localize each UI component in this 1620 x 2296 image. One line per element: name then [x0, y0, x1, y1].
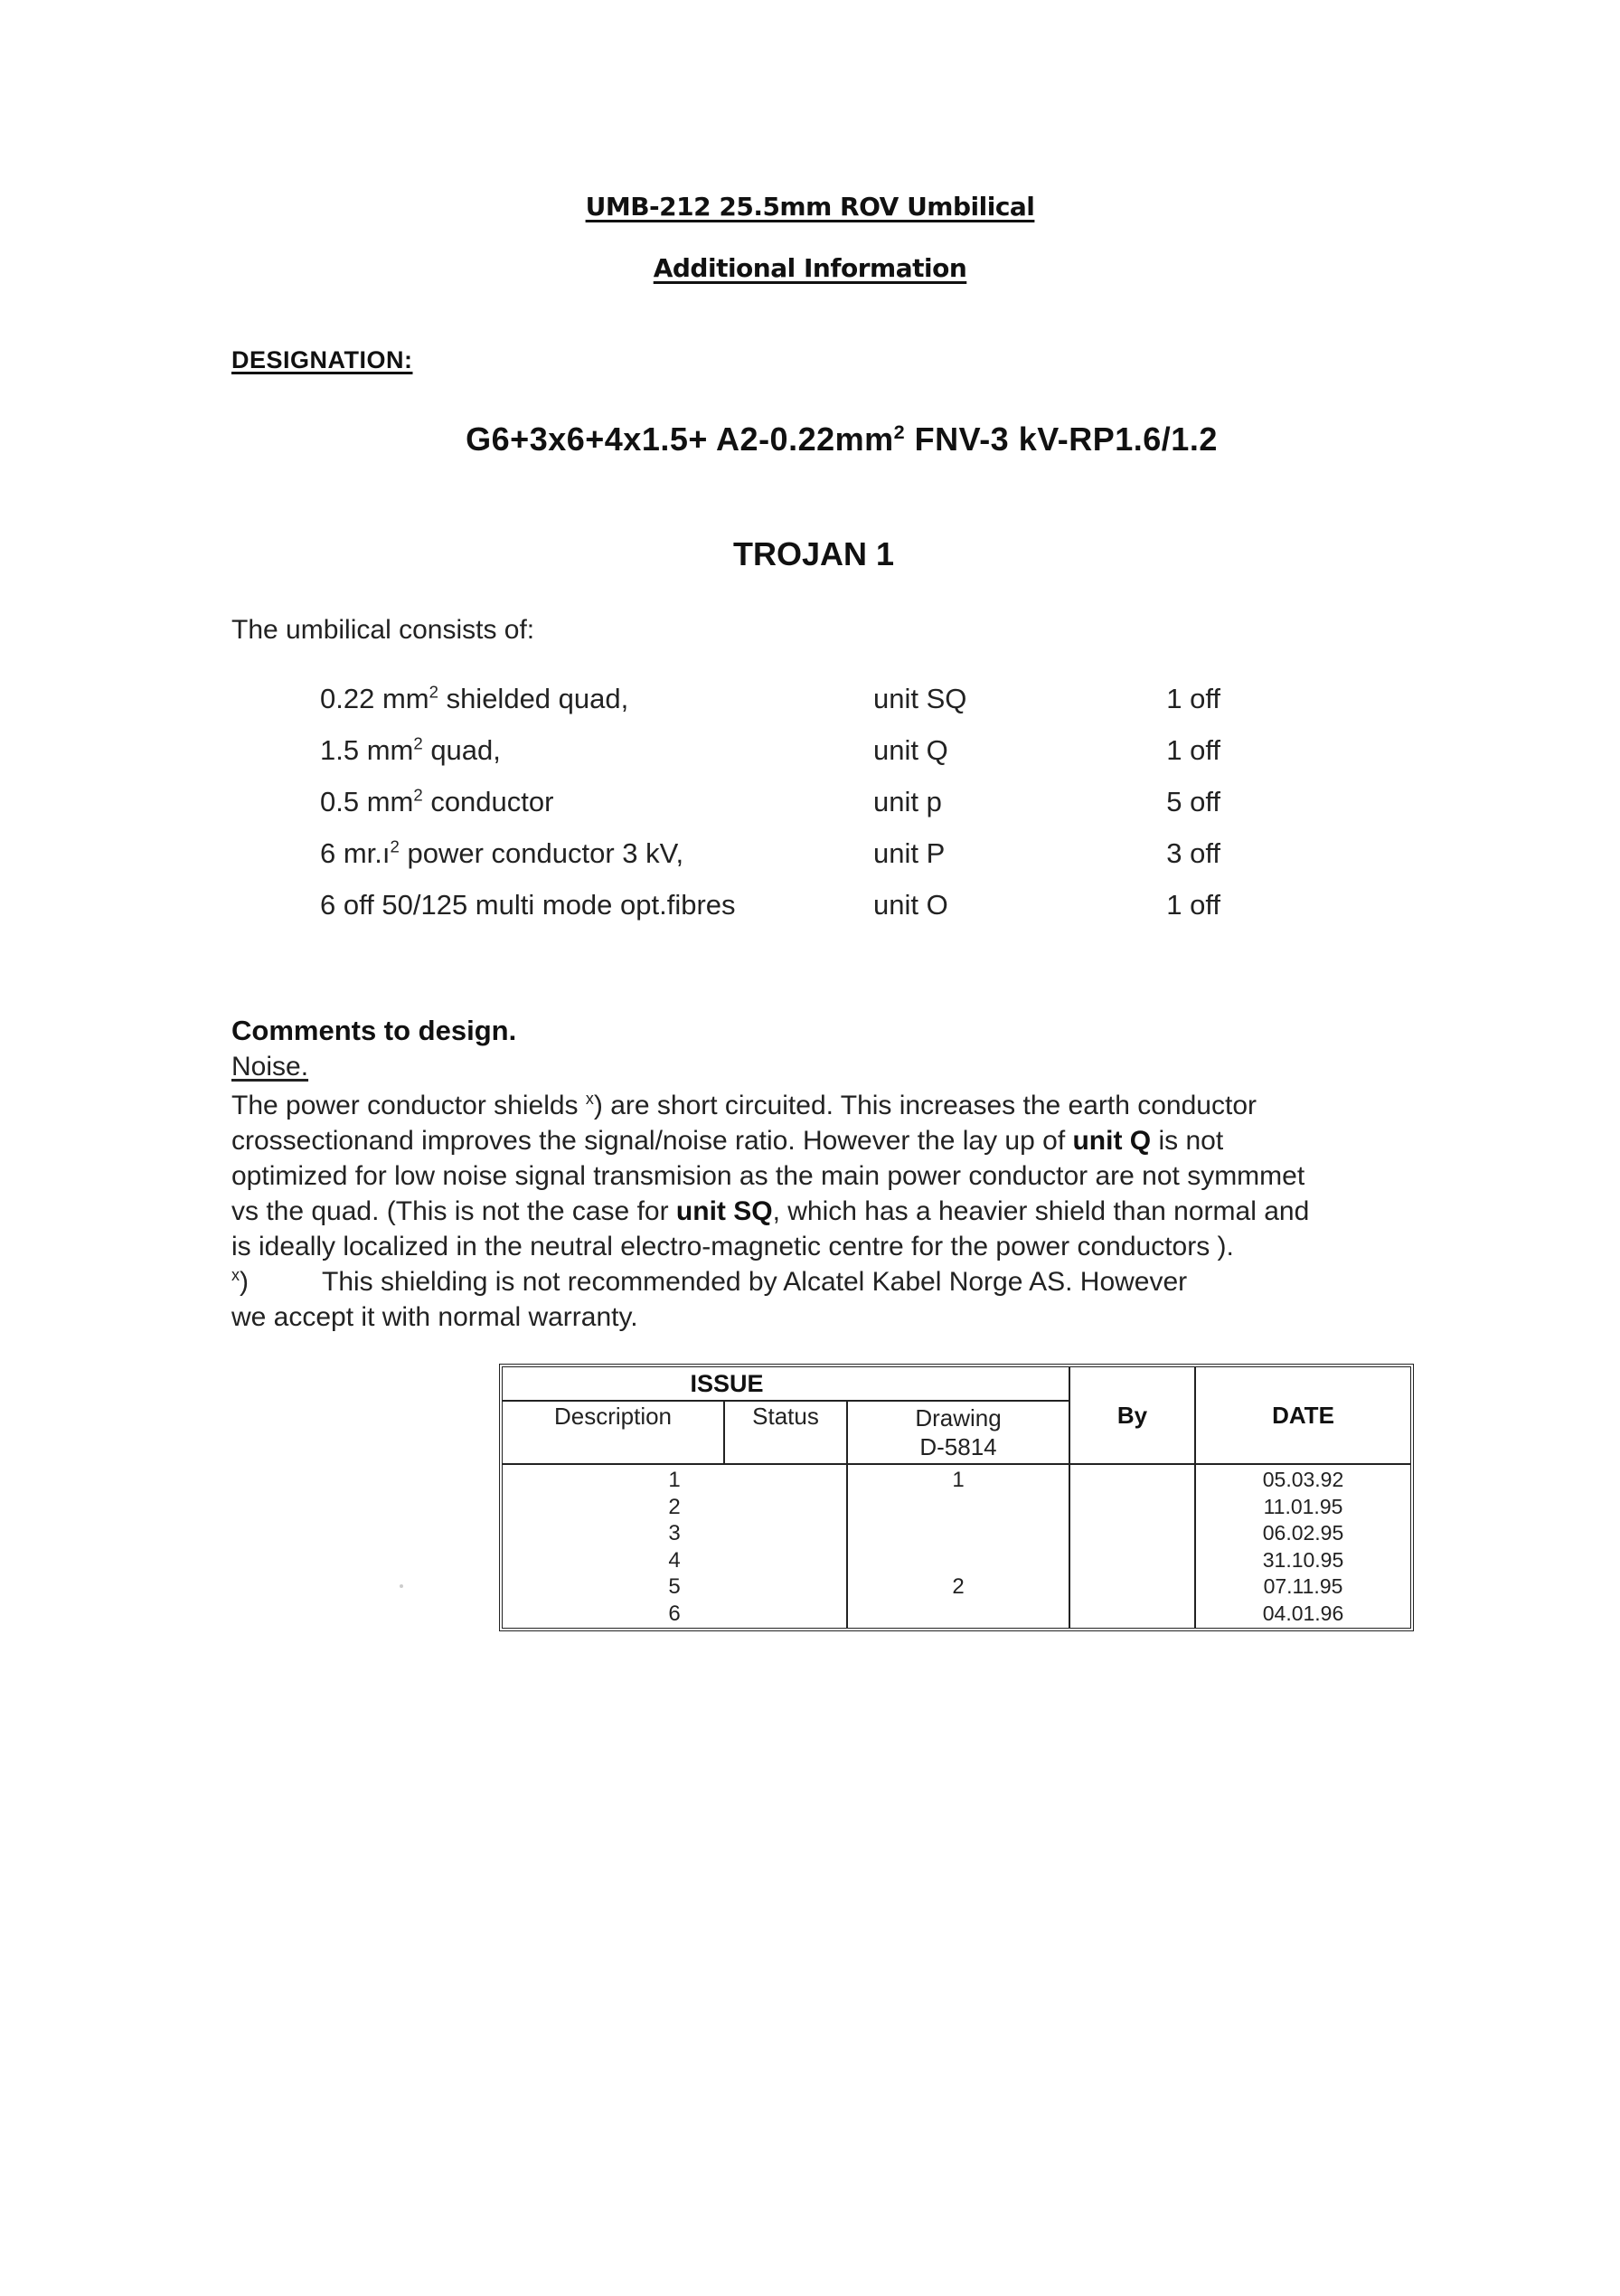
noise-subheading: Noise. — [231, 1052, 309, 1082]
component-quantity: 1 off — [1166, 734, 1220, 766]
scan-artifact — [400, 1584, 403, 1588]
component-quantity: 1 off — [1166, 683, 1220, 714]
issue-row-date: 31.10.95 — [1262, 1547, 1344, 1572]
divider — [503, 1463, 1410, 1465]
component-description: 1.5 $mm^2$ quad, — [320, 733, 501, 766]
issue-row-by — [1070, 1520, 1194, 1547]
composition-intro: The umbilical consists of: — [231, 615, 535, 645]
issue-row-date: 07.11.95 — [1263, 1574, 1343, 1598]
document-subtitle: Additional Information — [653, 253, 967, 283]
component-description: 6 off 50/125 multi mode opt.fibres — [320, 889, 736, 921]
comments-body — [231, 1088, 1620, 1335]
issue-row-drawing — [848, 1547, 1069, 1574]
comment-line: optimized for low noise signal transmision as the main power conductor are not symmmet — [231, 1161, 1305, 1191]
issue-row-by — [1070, 1494, 1194, 1521]
by-column — [1070, 1467, 1194, 1627]
component-description: 0.5 $mm^2$ conductor — [320, 785, 554, 817]
date-column — [1196, 1467, 1410, 1627]
issue-row-by — [1070, 1573, 1194, 1601]
component-row — [0, 786, 1620, 822]
issue-row-drawing — [848, 1494, 1069, 1521]
designation-code: $G6+3x6+4x1.5+ A2-0.22mm^2$ FNV-3 kV-RP1.6/1.2 — [466, 420, 1218, 458]
column-header-by: By — [1116, 1402, 1148, 1429]
issue-row-description: 3 — [668, 1521, 681, 1545]
component-unit: unit P — [873, 837, 946, 869]
component-unit: unit SQ — [873, 683, 967, 714]
comment-line: The power conductor shields $^x$) are short circuited. This increases the earth conductor — [231, 1090, 1257, 1120]
issue-row-drawing — [848, 1601, 1069, 1628]
comment-line: is ideally localized in the neutral electro-magnetic centre for the power conductors ). — [231, 1232, 1234, 1261]
issue-table — [499, 1364, 1414, 1631]
product-name: TROJAN 1 — [732, 535, 895, 572]
component-row — [0, 734, 1620, 770]
component-unit: unit p — [873, 786, 942, 817]
issue-row-description: 4 — [668, 1547, 681, 1573]
issue-row-date: 06.02.95 — [1262, 1521, 1344, 1545]
issue-row-description: 2 — [668, 1494, 681, 1519]
component-unit: unit Q — [873, 734, 948, 766]
issue-row-description: 1 — [668, 1468, 681, 1492]
column-header-date: DATE — [1272, 1402, 1334, 1429]
issue-group-header: ISSUE — [690, 1370, 764, 1397]
drawing-column — [848, 1467, 1069, 1627]
description-column — [503, 1467, 846, 1627]
issue-row-date: 05.03.92 — [1262, 1468, 1344, 1491]
column-header-drawing: Drawing D-5814 — [915, 1404, 1002, 1460]
designation-label: DESIGNATION: — [231, 346, 413, 373]
issue-row-drawing: 1 — [952, 1468, 965, 1492]
issue-row-drawing: 2 — [952, 1574, 965, 1599]
comment-line: vs the quad. (This is not the case for unit SQ, which has a heavier shield than normal and — [231, 1196, 1310, 1226]
issue-row-by — [1070, 1547, 1194, 1574]
comment-line: crossectionand improves the signal/noise ratio. However the lay up of unit Q is not — [231, 1126, 1224, 1156]
component-row — [0, 683, 1620, 719]
column-header-description: Description — [553, 1403, 673, 1430]
footnote-line: $^x$) This shielding is not recommended by Alcatel Kabel Norge AS. However — [231, 1264, 1620, 1299]
component-description: 0.22 $mm^2$ shielded quad, — [320, 682, 629, 714]
component-quantity: 1 off — [1166, 889, 1220, 921]
issue-row-description: 6 — [668, 1601, 681, 1626]
column-header-status: Status — [752, 1403, 819, 1430]
component-row — [0, 889, 1620, 925]
issue-row-drawing — [848, 1520, 1069, 1547]
document-title: UMB-212 25.5mm ROV Umbilical — [585, 192, 1035, 222]
issue-row-by — [1070, 1467, 1194, 1494]
component-quantity: 5 off — [1166, 786, 1220, 817]
issue-row-date: 04.01.96 — [1262, 1601, 1344, 1625]
issue-row-description: 5 — [668, 1574, 681, 1599]
comment-line: we accept it with normal warranty. — [231, 1302, 638, 1332]
issue-row-by — [1070, 1601, 1194, 1628]
component-row — [0, 837, 1620, 874]
footnote-marker: $^x$) — [231, 1266, 249, 1297]
comments-heading: Comments to design. — [231, 1015, 517, 1046]
component-quantity: 3 off — [1166, 837, 1220, 869]
footnote-marker: x — [585, 1090, 594, 1108]
component-description: 6 $mr.ı^2$ power conductor 3 kV, — [320, 836, 684, 869]
component-unit: unit O — [873, 889, 948, 921]
issue-row-date: 11.01.95 — [1263, 1494, 1343, 1518]
